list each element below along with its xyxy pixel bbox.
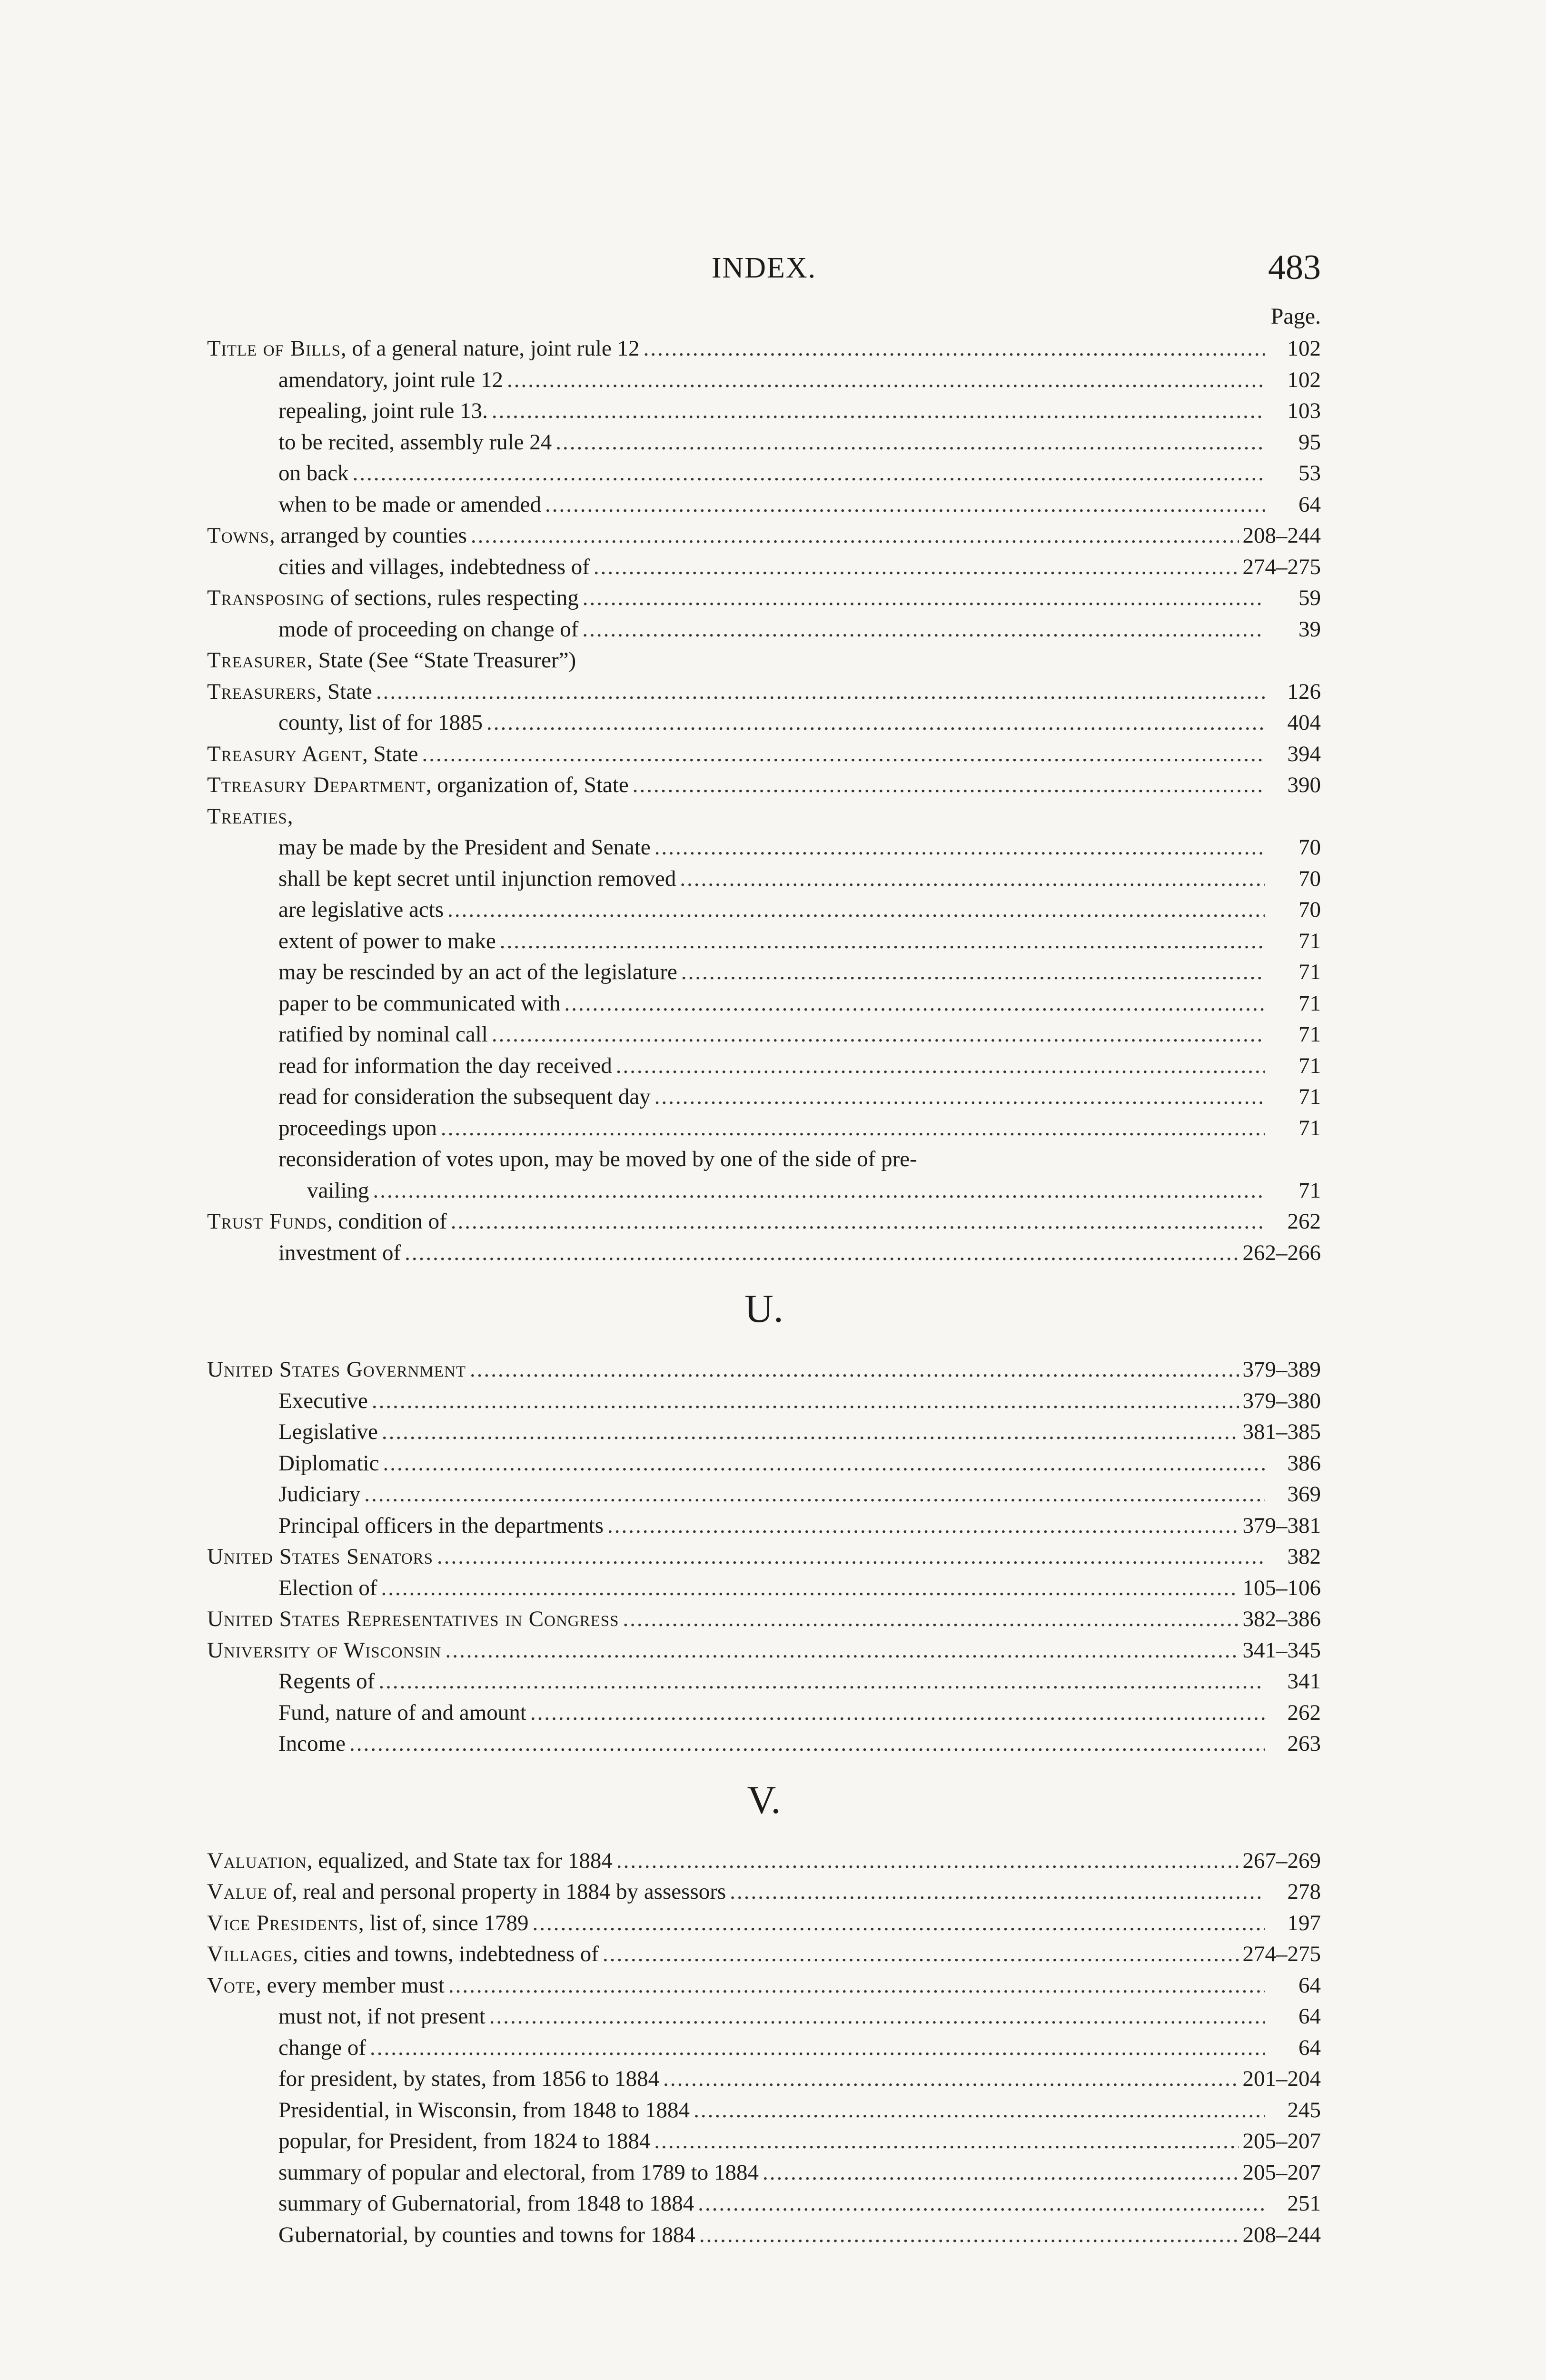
entry-label bbox=[207, 926, 496, 957]
index-entry bbox=[207, 614, 1321, 645]
entry-text: read for information the day received bbox=[278, 1053, 612, 1078]
index-section-v bbox=[207, 1845, 1321, 2251]
entry-page-ref: 71 bbox=[1298, 928, 1321, 953]
entry-page-ref: 205–207 bbox=[1242, 2160, 1321, 2185]
entry-label bbox=[207, 832, 651, 863]
entry-label bbox=[207, 2095, 690, 2126]
entry-label bbox=[207, 988, 561, 1020]
dot-leader bbox=[349, 1728, 1265, 1760]
index-entry bbox=[207, 1081, 1321, 1113]
entry-page-ref: 102 bbox=[1287, 336, 1321, 361]
entry-label bbox=[207, 1175, 369, 1207]
entry-label bbox=[207, 1238, 401, 1269]
entry-label bbox=[207, 1573, 377, 1604]
entry-page-ref: 390 bbox=[1287, 773, 1321, 797]
entry-page-ref: 394 bbox=[1287, 741, 1321, 766]
entry-text: Gubernatorial, by counties and towns for 1884 bbox=[278, 2222, 695, 2247]
entry-heading: Valuation bbox=[207, 1848, 307, 1873]
entry-page-ref: 263 bbox=[1287, 1731, 1321, 1756]
entry-text: may be rescinded by an act of the legislature bbox=[278, 960, 677, 984]
entry-page-ref: 71 bbox=[1298, 1022, 1321, 1047]
index-entry bbox=[207, 1354, 1321, 1386]
dot-leader bbox=[492, 396, 1265, 427]
index-entry bbox=[207, 333, 1321, 365]
entry-label bbox=[207, 489, 541, 521]
entry-label bbox=[207, 396, 488, 427]
dot-leader bbox=[616, 1051, 1265, 1082]
entry-text: to be recited, assembly rule 24 bbox=[278, 429, 552, 455]
entry-label bbox=[207, 2001, 486, 2033]
dot-leader bbox=[486, 707, 1265, 739]
index-entry bbox=[207, 832, 1321, 863]
entry-page-ref: 386 bbox=[1287, 1450, 1321, 1476]
entry-text: for president, by states, from 1856 to 1884 bbox=[278, 2066, 660, 2091]
entry-label bbox=[207, 863, 676, 895]
index-entry bbox=[207, 1238, 1321, 1269]
index-entry bbox=[207, 2033, 1321, 2064]
index-entry bbox=[207, 707, 1321, 739]
dot-leader bbox=[654, 1081, 1265, 1113]
dot-leader bbox=[370, 2033, 1265, 2064]
index-entry bbox=[207, 1417, 1321, 1448]
entry-text: , equalized, and State tax for 1884 bbox=[307, 1848, 613, 1873]
entry-heading: Transposing bbox=[207, 585, 325, 610]
entry-page-ref: 71 bbox=[1298, 1053, 1321, 1078]
index-entry bbox=[207, 801, 1321, 833]
entry-heading: Trust Funds bbox=[207, 1209, 327, 1234]
dot-leader bbox=[654, 2126, 1239, 2157]
entry-text: , arranged by counties bbox=[269, 523, 467, 548]
dot-leader bbox=[644, 333, 1265, 365]
entry-text: must not, if not present bbox=[278, 2004, 486, 2029]
index-entry bbox=[207, 1541, 1321, 1573]
dot-leader bbox=[447, 894, 1265, 926]
dot-leader bbox=[565, 988, 1265, 1020]
entry-text: extent of power to make bbox=[278, 928, 496, 953]
index-entry bbox=[207, 1206, 1321, 1238]
entry-text: are legislative acts bbox=[278, 897, 444, 922]
entry-page-ref: 64 bbox=[1298, 492, 1321, 517]
entry-page-ref: 64 bbox=[1298, 2035, 1321, 2060]
index-entry bbox=[207, 645, 1321, 676]
entry-page-ref: 382 bbox=[1287, 1544, 1321, 1569]
entry-label bbox=[207, 365, 503, 396]
entry-text: Diplomatic bbox=[278, 1450, 379, 1476]
entry-page-ref: 64 bbox=[1298, 1973, 1321, 1998]
index-entry bbox=[207, 2095, 1321, 2126]
entry-heading: Ttreasury Department bbox=[207, 773, 426, 797]
index-entry bbox=[207, 1144, 1321, 1175]
entry-label bbox=[207, 583, 579, 614]
entry-heading: Villages bbox=[207, 1942, 293, 1966]
entry-page-ref: 102 bbox=[1287, 367, 1321, 392]
entry-text: of, real and personal property in 1884 by assessors bbox=[267, 1879, 726, 1904]
entry-text: Regents of bbox=[278, 1669, 375, 1694]
entry-text: cities and villages, indebtedness of bbox=[278, 554, 590, 579]
dot-leader bbox=[533, 1908, 1265, 1939]
entry-page-ref: 39 bbox=[1298, 616, 1321, 642]
dot-leader bbox=[694, 2095, 1265, 2126]
entry-text: Legislative bbox=[278, 1419, 378, 1444]
entry-text: of sections, rules respecting bbox=[324, 585, 579, 610]
section-letter-u: U. bbox=[744, 1287, 783, 1331]
dot-leader bbox=[582, 614, 1265, 645]
entry-label bbox=[207, 458, 348, 489]
dot-leader bbox=[383, 1448, 1265, 1479]
entry-page-ref: 245 bbox=[1287, 2097, 1321, 2122]
entry-text: Judiciary bbox=[278, 1482, 361, 1507]
entry-label bbox=[207, 1113, 437, 1144]
entry-page-ref: 70 bbox=[1298, 866, 1321, 891]
entry-label bbox=[207, 427, 552, 458]
index-entry bbox=[207, 957, 1321, 988]
dot-leader bbox=[441, 1113, 1265, 1144]
index-entry bbox=[207, 739, 1321, 770]
entry-text: county, list of for 1885 bbox=[278, 710, 483, 735]
index-entry bbox=[207, 1051, 1321, 1082]
entry-page-ref: 379–389 bbox=[1242, 1357, 1321, 1382]
dot-leader bbox=[381, 1573, 1239, 1604]
entry-text: reconsideration of votes upon, may be moved by one of the side of pre- bbox=[278, 1147, 917, 1171]
entry-label bbox=[207, 801, 293, 833]
entry-heading: Vice Presidents bbox=[207, 1910, 358, 1935]
entry-label bbox=[207, 1510, 604, 1542]
entry-text: read for consideration the subsequent day bbox=[278, 1084, 651, 1109]
entry-heading: Vote bbox=[207, 1973, 256, 1998]
dot-leader bbox=[405, 1238, 1239, 1269]
entry-text: Election of bbox=[278, 1575, 377, 1600]
entry-page-ref: 53 bbox=[1298, 461, 1321, 486]
entry-heading: United States Representatives in Congress bbox=[207, 1606, 619, 1631]
dot-leader bbox=[378, 1666, 1265, 1697]
index-entry bbox=[207, 1876, 1321, 1908]
dot-leader bbox=[445, 1635, 1239, 1666]
entry-page-ref: 262 bbox=[1287, 1209, 1321, 1234]
dot-leader bbox=[382, 1417, 1239, 1448]
index-entry bbox=[207, 1113, 1321, 1144]
index-entry bbox=[207, 1510, 1321, 1542]
entry-text: change of bbox=[278, 2035, 366, 2060]
entry-label bbox=[207, 2033, 366, 2064]
entry-label bbox=[207, 2188, 694, 2220]
entry-text: amendatory, joint rule 12 bbox=[278, 367, 504, 392]
entry-page-ref: 262 bbox=[1287, 1700, 1321, 1725]
entry-page-ref: 262–266 bbox=[1242, 1240, 1321, 1265]
entry-page-ref: 64 bbox=[1298, 2004, 1321, 2029]
entry-label bbox=[207, 520, 467, 552]
index-section-t bbox=[207, 333, 1321, 1269]
index-entry bbox=[207, 520, 1321, 552]
entry-label bbox=[207, 676, 372, 708]
entry-label bbox=[207, 1206, 447, 1238]
dot-leader bbox=[372, 1386, 1239, 1417]
index-entry bbox=[207, 1666, 1321, 1697]
entry-label bbox=[207, 1666, 375, 1697]
dot-leader bbox=[594, 552, 1239, 583]
entry-label bbox=[207, 1970, 445, 2002]
entry-heading: Treasury Agent bbox=[207, 741, 362, 766]
entry-text: when to be made or amended bbox=[278, 492, 542, 517]
entry-text: vailing bbox=[307, 1178, 369, 1203]
dot-leader bbox=[530, 1697, 1265, 1729]
index-entry bbox=[207, 2157, 1321, 2189]
entry-page-ref: 70 bbox=[1298, 835, 1321, 860]
entry-label bbox=[207, 1479, 360, 1510]
index-entry bbox=[207, 863, 1321, 895]
entry-page-ref: 379–381 bbox=[1242, 1513, 1321, 1538]
entry-label bbox=[207, 614, 578, 645]
entry-label bbox=[207, 2157, 759, 2189]
entry-heading: Towns bbox=[207, 523, 269, 548]
index-entry bbox=[207, 1019, 1321, 1051]
entry-text: , cities and towns, indebtedness of bbox=[292, 1942, 599, 1966]
index-entry bbox=[207, 1697, 1321, 1729]
index-entry bbox=[207, 365, 1321, 396]
index-entry bbox=[207, 676, 1321, 708]
entry-text: ratified by nominal call bbox=[278, 1022, 488, 1047]
entry-label bbox=[207, 1604, 619, 1635]
entry-label bbox=[207, 1845, 613, 1877]
entry-label bbox=[207, 1876, 726, 1908]
index-entry bbox=[207, 770, 1321, 801]
entry-text: popular, for President, from 1824 to 1884 bbox=[278, 2129, 651, 2153]
entry-text: , organization of, State bbox=[426, 773, 629, 797]
entry-label bbox=[207, 333, 640, 365]
dot-leader bbox=[500, 926, 1265, 957]
dot-leader bbox=[507, 365, 1265, 396]
entry-text: , bbox=[287, 803, 293, 829]
entry-text: , of a general nature, joint rule 12 bbox=[340, 336, 640, 361]
entry-page-ref: 379–380 bbox=[1242, 1388, 1321, 1413]
entry-page-ref: 126 bbox=[1287, 679, 1321, 704]
entry-page-ref: 381–385 bbox=[1242, 1419, 1321, 1444]
index-entry bbox=[207, 2220, 1321, 2251]
entry-page-ref: 103 bbox=[1287, 398, 1321, 423]
entry-label bbox=[207, 1448, 379, 1479]
entry-label bbox=[207, 2063, 659, 2095]
index-entry bbox=[207, 1908, 1321, 1939]
page-title: INDEX. bbox=[711, 252, 817, 284]
entry-text: may be made by the President and Senate bbox=[278, 835, 651, 860]
entry-page-ref: 382–386 bbox=[1242, 1606, 1321, 1631]
index-entry bbox=[207, 1939, 1321, 1970]
dot-leader bbox=[471, 520, 1239, 552]
index-entry bbox=[207, 1448, 1321, 1479]
index-section-u bbox=[207, 1354, 1321, 1760]
index-entry bbox=[207, 427, 1321, 458]
page-header bbox=[207, 248, 1321, 300]
entry-page-ref: 267–269 bbox=[1242, 1848, 1321, 1873]
entry-page-ref: 105–106 bbox=[1242, 1575, 1321, 1600]
index-entry bbox=[207, 396, 1321, 427]
entry-heading: Treaties bbox=[207, 803, 287, 829]
index-entry bbox=[207, 489, 1321, 521]
dot-leader bbox=[437, 1541, 1265, 1573]
dot-leader bbox=[373, 1175, 1265, 1207]
dot-leader bbox=[545, 489, 1265, 521]
entry-text: summary of Gubernatorial, from 1848 to 1884 bbox=[278, 2191, 694, 2216]
entry-page-ref: 71 bbox=[1298, 1178, 1321, 1203]
entry-label bbox=[207, 1728, 346, 1760]
entry-heading: University of Wisconsin bbox=[207, 1637, 442, 1663]
entry-page-ref: 59 bbox=[1298, 585, 1321, 610]
dot-leader bbox=[352, 458, 1265, 489]
entry-text: summary of popular and electoral, from 1789 to 1884 bbox=[278, 2160, 759, 2185]
entry-heading: Value bbox=[207, 1879, 268, 1904]
entry-page-ref: 278 bbox=[1287, 1879, 1321, 1904]
index-entry bbox=[207, 988, 1321, 1020]
index-entry bbox=[207, 926, 1321, 957]
index-entry bbox=[207, 552, 1321, 583]
entry-heading: United States Senators bbox=[207, 1544, 433, 1569]
dot-leader bbox=[623, 1604, 1239, 1635]
index-entry bbox=[207, 2126, 1321, 2157]
entry-page-ref: 71 bbox=[1298, 1084, 1321, 1109]
entry-label bbox=[207, 894, 444, 926]
index-entry bbox=[207, 1175, 1321, 1207]
dot-leader bbox=[448, 1970, 1265, 2002]
entry-label bbox=[207, 2220, 695, 2251]
dot-leader bbox=[583, 583, 1265, 614]
entry-page-ref: 201–204 bbox=[1242, 2066, 1321, 2091]
entry-label bbox=[207, 645, 576, 676]
entry-page-ref: 341 bbox=[1287, 1669, 1321, 1694]
dot-leader bbox=[489, 2001, 1265, 2033]
entry-page-ref: 251 bbox=[1287, 2191, 1321, 2216]
index-entry bbox=[207, 2188, 1321, 2220]
entry-text: , State bbox=[362, 741, 418, 766]
dot-leader bbox=[698, 2188, 1265, 2220]
entry-page-ref: 404 bbox=[1287, 710, 1321, 735]
entry-label bbox=[207, 1908, 529, 1939]
entry-label bbox=[207, 1386, 368, 1417]
entry-text: , list of, since 1789 bbox=[358, 1910, 529, 1935]
entry-text: mode of proceeding on change of bbox=[278, 616, 579, 642]
index-entry bbox=[207, 1635, 1321, 1666]
index-entry bbox=[207, 1604, 1321, 1635]
dot-leader bbox=[492, 1019, 1265, 1051]
entry-label bbox=[207, 552, 590, 583]
dot-leader bbox=[603, 1939, 1239, 1970]
dot-leader bbox=[663, 2063, 1239, 2095]
entry-label bbox=[207, 1354, 466, 1386]
entry-label bbox=[207, 1635, 441, 1666]
dot-leader bbox=[607, 1510, 1239, 1542]
entry-label bbox=[207, 957, 677, 988]
entry-text: repealing, joint rule 13. bbox=[278, 398, 488, 423]
entry-page-ref: 341–345 bbox=[1242, 1637, 1321, 1663]
dot-leader bbox=[730, 1876, 1265, 1908]
dot-leader bbox=[633, 770, 1265, 801]
entry-page-ref: 205–207 bbox=[1242, 2129, 1321, 2153]
entry-text: investment of bbox=[278, 1240, 401, 1265]
dot-leader bbox=[699, 2220, 1239, 2251]
entry-page-ref: 95 bbox=[1298, 429, 1321, 455]
index-entry bbox=[207, 583, 1321, 614]
entry-page-ref: 71 bbox=[1298, 1115, 1321, 1140]
entry-page-ref: 274–275 bbox=[1242, 1942, 1321, 1966]
page-column-label: Page. bbox=[1270, 304, 1321, 329]
dot-leader bbox=[616, 1845, 1239, 1877]
entry-page-ref: 70 bbox=[1298, 897, 1321, 922]
entry-heading: Title of Bills bbox=[207, 336, 341, 361]
index-entry bbox=[207, 1845, 1321, 1877]
entry-page-ref: 71 bbox=[1298, 960, 1321, 984]
dot-leader bbox=[654, 832, 1265, 863]
entry-text: , State (See “State Treasurer”) bbox=[307, 648, 576, 673]
entry-text: Presidential, in Wisconsin, from 1848 to 1884 bbox=[278, 2097, 690, 2122]
entry-label bbox=[207, 1019, 488, 1051]
dot-leader bbox=[681, 957, 1265, 988]
entry-label bbox=[207, 1051, 612, 1082]
entry-text: Income bbox=[278, 1731, 346, 1756]
entry-label bbox=[207, 1144, 917, 1175]
entry-text: Executive bbox=[278, 1388, 368, 1413]
index-entry bbox=[207, 2063, 1321, 2095]
index-entry bbox=[207, 1728, 1321, 1760]
dot-leader bbox=[364, 1479, 1265, 1510]
entry-label bbox=[207, 1417, 378, 1448]
dot-leader bbox=[451, 1206, 1265, 1238]
entry-label bbox=[207, 1697, 526, 1729]
dot-leader bbox=[470, 1354, 1239, 1386]
entry-text: , condition of bbox=[327, 1209, 447, 1234]
index-entry bbox=[207, 1970, 1321, 2002]
dot-leader bbox=[422, 739, 1265, 770]
dot-leader bbox=[763, 2157, 1239, 2189]
entry-label bbox=[207, 707, 483, 739]
entry-text: paper to be communicated with bbox=[278, 991, 561, 1016]
index-entry bbox=[207, 1479, 1321, 1510]
section-letter-v: V. bbox=[747, 1777, 781, 1822]
entry-text: Fund, nature of and amount bbox=[278, 1700, 526, 1725]
entry-page-ref: 197 bbox=[1287, 1910, 1321, 1935]
entry-label bbox=[207, 1939, 599, 1970]
entry-heading: United States Government bbox=[207, 1357, 466, 1382]
index-entry bbox=[207, 894, 1321, 926]
index-entry bbox=[207, 1573, 1321, 1604]
entry-page-ref: 208–244 bbox=[1242, 2222, 1321, 2247]
dot-leader bbox=[555, 427, 1265, 458]
entry-text: on back bbox=[278, 461, 349, 486]
entry-heading: Treasurer bbox=[207, 648, 307, 673]
entry-text: , State bbox=[316, 679, 372, 704]
entry-label bbox=[207, 770, 629, 801]
entry-page-ref: 274–275 bbox=[1242, 554, 1321, 579]
entry-heading: Treasurers bbox=[207, 679, 317, 704]
entry-label bbox=[207, 1081, 651, 1113]
index-entry bbox=[207, 1386, 1321, 1417]
index-page bbox=[207, 248, 1321, 2251]
entry-page-ref: 208–244 bbox=[1242, 523, 1321, 548]
entry-text: proceedings upon bbox=[278, 1115, 437, 1140]
index-entry bbox=[207, 458, 1321, 489]
entry-page-ref: 71 bbox=[1298, 991, 1321, 1016]
entry-label bbox=[207, 1541, 433, 1573]
entry-page-ref: 369 bbox=[1287, 1482, 1321, 1507]
dot-leader bbox=[376, 676, 1265, 708]
index-entry bbox=[207, 2001, 1321, 2033]
entry-text: , every member must bbox=[256, 1973, 445, 1998]
entry-label bbox=[207, 2126, 650, 2157]
entry-text: Principal officers in the departments bbox=[278, 1513, 604, 1538]
entry-text: shall be kept secret until injunction removed bbox=[278, 866, 676, 891]
dot-leader bbox=[680, 863, 1265, 895]
page-number: 483 bbox=[1268, 248, 1321, 287]
entry-label bbox=[207, 739, 418, 770]
